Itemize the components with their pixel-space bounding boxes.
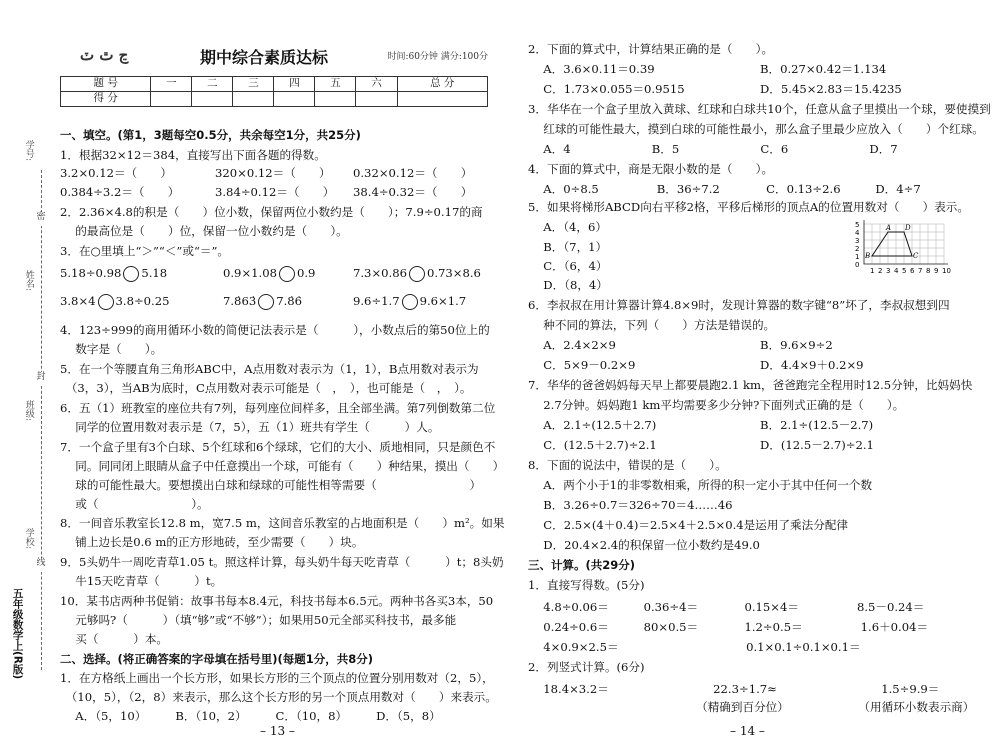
score-cell: 三 bbox=[233, 77, 274, 92]
class-label: 班级: bbox=[23, 400, 34, 422]
compare-left: 7.8̇63̇ bbox=[223, 294, 257, 308]
question-line: 10．某书店两种书促销：故事书每本8.4元，科技书每本6.5元。两种书各买3本，50 bbox=[60, 594, 494, 608]
question-line bbox=[528, 418, 874, 433]
question-line: 的最高位是（ ）位，保留一位小数约是（ ）。 bbox=[60, 224, 348, 238]
answer-circle[interactable] bbox=[402, 294, 418, 310]
right-page bbox=[512, 0, 1000, 754]
trapezoid-abcd bbox=[872, 232, 912, 256]
line-text: 5．如果将梯形ABCD向右平移2格，平移后梯形的顶点A的位置用数对（ ）表示。 bbox=[528, 200, 969, 214]
question-line bbox=[528, 378, 972, 393]
y-tick-label: 0 bbox=[855, 261, 860, 269]
compare-left: 0.9×1.08 bbox=[223, 266, 277, 280]
line-text: A．4 B．5 C．6 D．7 bbox=[528, 142, 898, 156]
line-text: A．2.1÷(12.5＋2.7) bbox=[528, 418, 657, 432]
y-tick-label: 5 bbox=[855, 221, 860, 229]
line-text: 2．列竖式计算。(6分) bbox=[528, 660, 645, 674]
x-tick-label: 1 bbox=[870, 267, 875, 274]
question-line bbox=[528, 660, 645, 675]
line-text: 三、计算。(共29分) bbox=[528, 558, 636, 572]
score-cell: 总 分 bbox=[397, 77, 488, 92]
exam-header bbox=[60, 44, 488, 72]
option-right: D．5.45×2.83＝15.4235 bbox=[760, 82, 902, 96]
time-info: 时间:60分钟 满分:100分 bbox=[387, 52, 488, 62]
answer-circle[interactable] bbox=[409, 266, 425, 282]
question-line: 3．在○里填上“＞”“＜”或“＝”。 bbox=[60, 244, 229, 258]
question-line: 8．一间音乐教室长12.8 m，宽7.5 m，这间音乐教室的占地面积是（ ）m²。如果 bbox=[60, 516, 505, 530]
question-line bbox=[528, 338, 833, 353]
line-text: C．5×9－0.2×9 bbox=[528, 358, 636, 372]
line-text: D．20.4×2.4的积保留一位小数约是49.0 bbox=[528, 538, 760, 552]
question-line bbox=[528, 498, 732, 513]
page-number: – 14 – bbox=[730, 724, 765, 739]
line-text: （精确到百分位） （用循环小数表示商） bbox=[528, 700, 975, 714]
question-line: （10，5），（2，8）来表示，那么这个长方形的另一个顶点用数对（ ）来表示。 bbox=[60, 690, 497, 704]
option-right: B．0.27×0.42＝1.134 bbox=[760, 62, 887, 76]
page-number: – 13 – bbox=[260, 724, 295, 739]
compare-left: 9.6÷1.7 bbox=[353, 294, 400, 308]
question-line bbox=[528, 518, 848, 533]
question-line: 铺上边长是0.6 m的正方形地砖，至少需要（ ）块。 bbox=[60, 535, 364, 549]
x-tick-label: 4 bbox=[894, 267, 899, 274]
line-text: C．2.5×(4＋0.4)＝2.5×4＋2.5×0.4是运用了乘法分配律 bbox=[528, 518, 849, 532]
question-line bbox=[528, 620, 928, 635]
score-cell: 一 bbox=[151, 77, 192, 92]
line-text: 6．李叔叔在用计算器计算4.8×9时，发现计算器的数字键“8”坏了，李叔叔想到四 bbox=[528, 298, 950, 312]
question-line: A．（5，10） B．（10，2） C．（10，8） D．（5，8） bbox=[60, 709, 441, 723]
score-cell: 六 bbox=[356, 77, 397, 92]
score-table bbox=[60, 76, 488, 107]
q1-item: 320×0.12＝（ ） bbox=[215, 166, 331, 180]
line-text: C．1.73×0.055＝0.9515 bbox=[528, 82, 685, 96]
binding-line bbox=[41, 170, 42, 670]
score-input-cell[interactable] bbox=[356, 92, 397, 107]
score-input-cell[interactable] bbox=[397, 92, 488, 107]
book-title-vertical: 五年级数学上(R版) bbox=[11, 588, 24, 680]
question-line: 2．2.36×4.8的积是（ ）位小数，保留两位小数约是（ ）；7.9÷0.17的商 bbox=[60, 205, 483, 219]
answer-circle[interactable] bbox=[98, 294, 114, 310]
score-cell: 五 bbox=[315, 77, 356, 92]
section-heading bbox=[528, 558, 635, 573]
question-line: （3，3），当AB为底时，C点用数对表示可能是（ ， ），也可能是（ ， ）。 bbox=[60, 381, 472, 395]
seal-mark-mi: 密 bbox=[34, 212, 48, 226]
question-line bbox=[528, 162, 773, 177]
y-tick-label: 1 bbox=[855, 253, 860, 261]
x-tick-label: 9 bbox=[934, 267, 939, 274]
y-tick-label: 4 bbox=[855, 229, 860, 237]
score-input-cell[interactable] bbox=[233, 92, 274, 107]
question-line bbox=[528, 578, 645, 593]
line-text: B．3.26÷0.7＝326÷70＝4……46 bbox=[528, 498, 733, 512]
student-no-label: 学号: bbox=[23, 140, 34, 162]
question-line: 7．一个盒子里有3个白球、5个红球和6个绿球，它们的大小、质地相同，只是颜色不 bbox=[60, 440, 496, 454]
seal-mark-feng: 封 bbox=[34, 372, 48, 386]
question-line bbox=[528, 142, 898, 157]
line-text: 红球的可能性最大，摸到白球的可能性最小，那么盒子里最少应放入（ ）个红球。 bbox=[528, 122, 984, 136]
q1-item: 38.4÷0.32＝（ ） bbox=[353, 185, 473, 199]
question-line: 或（ ）。 bbox=[60, 497, 209, 511]
binding-margin bbox=[0, 0, 58, 754]
score-input-cell[interactable] bbox=[151, 92, 192, 107]
question-line bbox=[528, 682, 939, 697]
x-tick-label: 5 bbox=[902, 267, 907, 274]
question-line bbox=[528, 318, 775, 333]
section-heading: 一、填空。(第1，3题每空0.5分，共余每空1分，共25分) bbox=[60, 128, 361, 142]
line-text: A．两个小于1的非零数相乘，所得的积一定小于其中任何一个数 bbox=[528, 478, 873, 492]
compare-right: 3.8÷0.25 bbox=[115, 294, 170, 308]
score-input-cell[interactable] bbox=[274, 92, 315, 107]
question-line: 9．5头奶牛一周吃青草1.05 t。照这样计算，每头奶牛每天吃青草（ ）t；8头奶 bbox=[60, 555, 504, 569]
question-line bbox=[528, 298, 950, 313]
score-cell: 二 bbox=[192, 77, 233, 92]
compare-item bbox=[353, 294, 466, 310]
answer-circle[interactable] bbox=[123, 266, 139, 282]
line-text: C．(12.5＋2.7)÷2.1 bbox=[528, 438, 657, 452]
option-right: D．(12.5－2.7)÷2.1 bbox=[760, 438, 874, 452]
q1-item: 0.384÷3.2＝（ ） bbox=[60, 185, 180, 199]
compare-item bbox=[223, 266, 315, 282]
compare-item bbox=[353, 266, 481, 282]
line-text: 8．下面的说法中，错误的是（ ）。 bbox=[528, 458, 727, 472]
question-line: 4．123÷999的商用循环小数的简便记法表示是（ ），小数点后的第50位上的 bbox=[60, 323, 490, 337]
vertex-label: A bbox=[886, 224, 892, 232]
compare-right: 7.8̇6̇ bbox=[276, 294, 303, 308]
question-line bbox=[528, 102, 991, 117]
line-text: C．（6，4） bbox=[528, 259, 608, 273]
exam-title: 期中综合素质达标 bbox=[200, 48, 329, 67]
score-cell: 得 分 bbox=[61, 92, 151, 107]
line-text: 2．下面的算式中，计算结果正确的是（ ）。 bbox=[528, 42, 774, 56]
line-text: 4×0.9×2.5＝ 0.1×0.1÷0.1×0.1＝ bbox=[528, 640, 861, 654]
option-right: B．2.1÷(12.5－2.7) bbox=[760, 418, 874, 432]
question-line: 同。同同闭上眼睛从盒子中任意摸出一个球，可能有（ ）种结果，摸出（ ） bbox=[60, 459, 505, 473]
x-tick-label: 10 bbox=[942, 267, 951, 274]
question-line bbox=[528, 259, 607, 274]
line-text: B．（7，1） bbox=[528, 240, 608, 254]
question-line bbox=[528, 478, 872, 493]
question-line bbox=[528, 62, 887, 77]
y-tick-label: 3 bbox=[855, 237, 860, 245]
line-text: 2.7分钟。妈妈跑1 km平均需要多少分钟?下面列式正确的是（ ）。 bbox=[528, 398, 905, 412]
question-line: 5．在一个等腰直角三角形ABC中，A点用数对表示为（1，1），B点用数对表示为 bbox=[60, 362, 479, 376]
section-heading: 二、选择。(将正确答案的字母填在括号里)(每题1分，共8分) bbox=[60, 652, 374, 666]
question-line bbox=[528, 278, 608, 293]
name-label: 姓名: bbox=[23, 270, 34, 292]
vertex-label: B bbox=[865, 252, 871, 260]
score-header-row bbox=[61, 77, 488, 92]
question-line bbox=[528, 640, 861, 655]
compare-right: 0.73×8.6 bbox=[426, 266, 481, 280]
vertex-label: D bbox=[905, 224, 911, 232]
question-line bbox=[528, 82, 902, 97]
compare-item bbox=[223, 294, 302, 310]
question-line: 1．根据32×12＝384，直接写出下面各题的得数。 bbox=[60, 148, 326, 162]
x-tick-label: 2 bbox=[878, 267, 883, 274]
line-text: 3．华华在一个盒子里放入黄球、红球和白球共10个，任意从盒子里摸出一个球，要使摸到 bbox=[528, 102, 991, 116]
score-input-cell[interactable] bbox=[192, 92, 233, 107]
question-line: 买（ ）本。 bbox=[60, 632, 169, 646]
question-line bbox=[528, 700, 974, 715]
score-input-cell[interactable] bbox=[315, 92, 356, 107]
option-right: D．4.4×9＋0.2×9 bbox=[760, 358, 864, 372]
line-text: 4．下面的算式中，商是无限小数的是（ ）。 bbox=[528, 162, 774, 176]
line-text: A．0÷8.5 B．36÷7.2 C．0.13÷2.6 D．4÷7 bbox=[528, 182, 921, 196]
compare-right: 9.6×1.7 bbox=[419, 294, 467, 308]
answer-circle[interactable] bbox=[279, 266, 295, 282]
question-line bbox=[528, 458, 727, 473]
question-line: 数字是（ ）。 bbox=[60, 342, 163, 356]
line-text: 18.4×3.2＝ 22.3÷1.7≈ 1.5÷9.9＝ bbox=[528, 682, 940, 696]
question-line bbox=[528, 220, 607, 235]
compare-item bbox=[60, 294, 170, 310]
score-cell: 题 号 bbox=[61, 77, 151, 92]
question-line bbox=[528, 438, 874, 453]
x-tick-label: 7 bbox=[918, 267, 923, 274]
question-line bbox=[528, 182, 921, 197]
x-tick-label: 6 bbox=[910, 267, 915, 274]
question-line: 元够吗?（ ）（填“够”或“不够”）；如果用50元全部买科技书，最多能 bbox=[60, 613, 457, 627]
line-text: 种不同的算法，下列（ ）方法是错误的。 bbox=[528, 318, 776, 332]
option-right: B．9.6×9÷2 bbox=[760, 338, 833, 352]
q1-item: 0.32×0.12＝（ ） bbox=[353, 166, 473, 180]
compare-left: 3.8×4 bbox=[60, 294, 96, 308]
question-line: 牛15天吃青草（ ）t。 bbox=[60, 574, 223, 588]
question-line: 1．在方格纸上画出一个长方形，如果长方形的三个顶点的位置分别用数对（2，5）， bbox=[60, 671, 494, 685]
school-label: 学校: bbox=[23, 528, 34, 550]
question-line bbox=[528, 122, 984, 137]
compare-right: 0.9 bbox=[296, 266, 316, 280]
q1-item: 3.2×0.12＝（ ） bbox=[60, 166, 172, 180]
vertex-label: C bbox=[913, 252, 919, 260]
question-line: 球的可能性最大。要想摸出白球和绿球的可能性相等需要（ ） bbox=[60, 478, 482, 492]
question-line bbox=[528, 398, 904, 413]
question-line bbox=[528, 358, 864, 373]
line-text: 7．华华的爸爸妈妈每天早上都要晨跑2.1 km，爸爸跑完全程用时12.5分钟，比妈妈快 bbox=[528, 378, 973, 392]
line-text: 0.24÷0.6＝ 80×0.5＝ 1.2÷0.5＝ 1.6＋0.04＝ bbox=[528, 620, 929, 634]
line-text: 1．直接写得数。(5分) bbox=[528, 578, 645, 592]
compare-item bbox=[60, 266, 167, 282]
question-line: 6．五（1）班教室的座位共有7列，每列座位间样多，且全部坐满。第7列倒数第二位 bbox=[60, 401, 496, 415]
trapezoid-grid-figure bbox=[850, 212, 960, 274]
compare-left: 7.3×0.86 bbox=[353, 266, 407, 280]
question-line: 同学的位置用数对表示是（7，5），五（1）班共有学生（ ）人。 bbox=[60, 420, 440, 434]
seal-mark-xian: 线 bbox=[34, 558, 48, 572]
y-tick-label: 2 bbox=[855, 245, 860, 253]
compare-left: 5.18÷0.98 bbox=[60, 266, 122, 280]
answer-circle[interactable] bbox=[258, 294, 274, 310]
line-text: 4.8÷0.06＝ 0.36÷4＝ 0.15×4＝ 8.5－0.24＝ bbox=[528, 600, 925, 614]
score-value-row bbox=[61, 92, 488, 107]
x-tick-label: 3 bbox=[886, 267, 891, 274]
question-line bbox=[528, 240, 607, 255]
question-line bbox=[528, 600, 924, 615]
score-cell: 四 bbox=[274, 77, 315, 92]
line-text: D．（8，4） bbox=[528, 278, 608, 292]
question-line bbox=[528, 42, 773, 57]
line-text: A．3.6×0.11＝0.39 bbox=[528, 62, 655, 76]
q1-item: 3.84÷0.12＝（ ） bbox=[215, 185, 335, 199]
compare-right: 5.18 bbox=[141, 266, 168, 280]
line-text: A．（4，6） bbox=[528, 220, 607, 234]
x-tick-label: 8 bbox=[926, 267, 931, 274]
question-line bbox=[528, 538, 760, 553]
line-text: A．2.4×2×9 bbox=[528, 338, 616, 352]
logo: ڃ ٿ ٽ bbox=[80, 46, 129, 64]
